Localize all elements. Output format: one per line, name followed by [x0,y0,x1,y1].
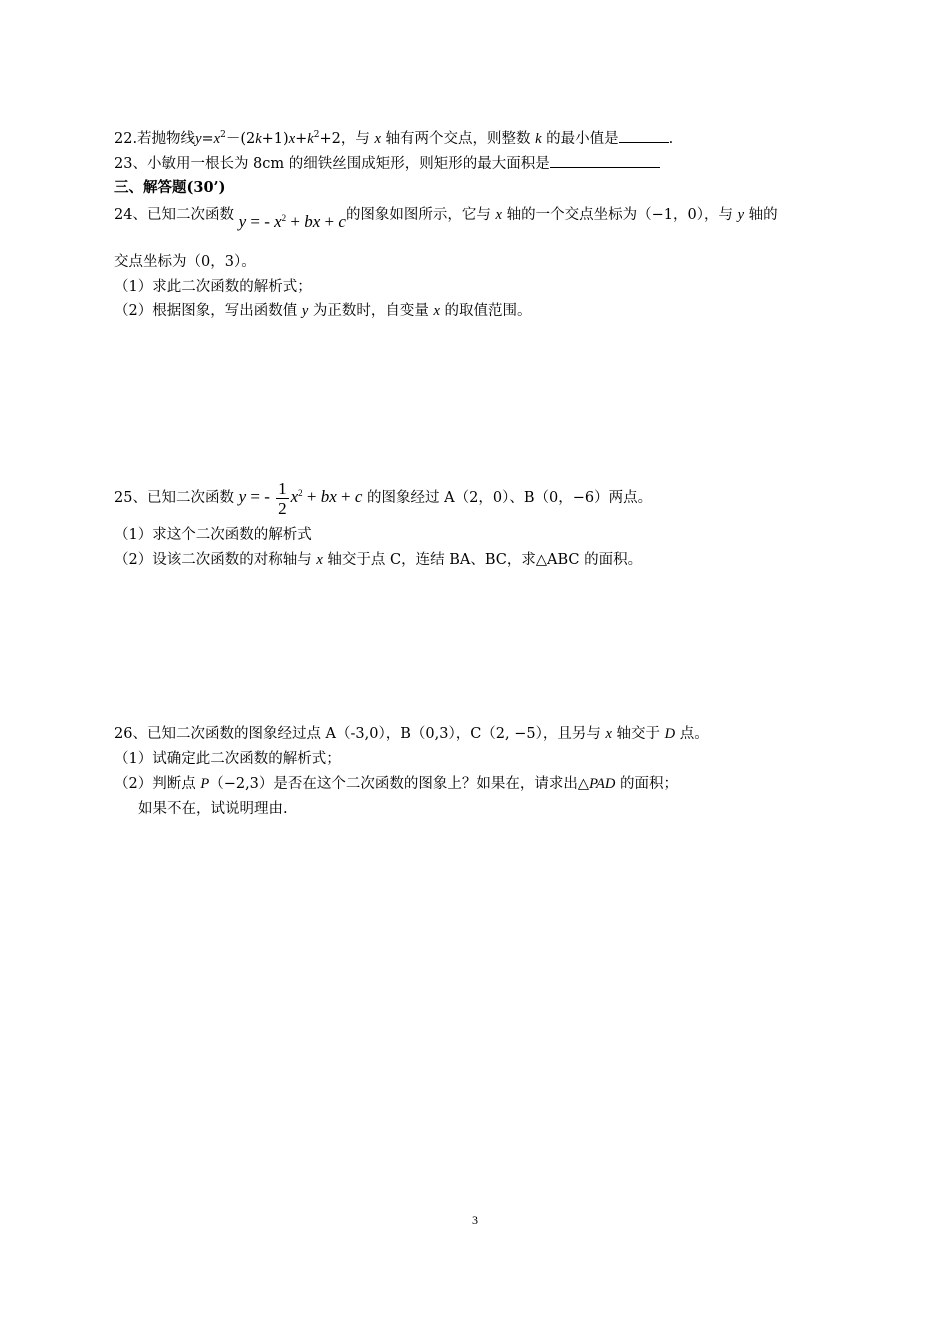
equation [238,478,363,518]
var-d: D [664,726,676,742]
var-x: x [374,131,381,147]
q24-text: （2）根据图象，写出函数值 [114,303,302,319]
q22-text: . [668,131,674,147]
q26-part1: （1）试确定此二次函数的解析式； [114,751,341,767]
exponent: 2 [298,488,303,498]
equation [239,212,346,231]
fraction [276,479,289,518]
exponent: 2 [313,130,320,140]
var-k: k [307,131,314,147]
q24-text: 为正数时，自变量 [308,303,434,319]
answer-blank[interactable] [550,153,660,168]
question-24 [114,204,778,231]
q25-part2 [114,550,642,570]
q24-part1: （1）求此二次函数的解析式； [114,279,312,295]
q24-text: 24、已知二次函数 [114,207,234,223]
var-k: k [255,131,262,147]
eq-part: + [286,212,305,231]
q26-part3: 如果不在，试说明理由. [138,801,288,817]
q22-expr-part: +1) [261,131,289,147]
q22-text: +2，与 [319,131,375,147]
q26-text: 26、已知二次函数的图象经过点 A（-3,0），B（0,3），C（2, −5），且另与 [114,726,606,742]
eq-part: + [320,212,339,231]
q22-text: 22.若抛物线 [114,131,196,147]
q22-expr-part: －(2 [225,131,256,147]
q24-part2 [114,301,532,321]
var-pad: PAD [589,776,616,792]
var-x: x [288,131,296,147]
var-x: x [290,487,299,506]
exponent: 2 [281,213,287,223]
q22-text: 轴有两个交点，则整数 [380,131,536,147]
var-x: x [316,552,323,568]
q25-text: 的图象经过 A（2，0）、B（0，−6）两点。 [362,490,653,506]
q22-expr-part: + [295,131,308,147]
fraction-denominator: 2 [278,498,287,518]
var-x: x [433,303,440,319]
q26-text: （2）判断点 [114,776,201,792]
eq-part: + [336,487,355,506]
q26-text: （−2,3）是否在这个二次函数的图象上？如果在，请求出△ [209,776,590,792]
q24-text: 的取值范围。 [439,303,532,319]
answer-blank[interactable] [619,128,669,143]
var-y: y [238,487,247,506]
section-title: 三、解答题(30’) [114,179,226,196]
var-c: c [354,487,363,506]
question-25 [114,473,652,522]
q22-text: 的最小值是 [541,131,619,147]
q25-text: 25、已知二次函数 [114,490,239,506]
var-y: y [301,303,309,319]
exponent: 2 [220,130,226,140]
var-y: y [238,212,247,231]
question-22 [114,128,673,149]
eq-part: = - [246,212,275,231]
q26-text: 点。 [675,726,709,742]
q25-text: 轴交于点 C，连结 BA、BC，求△ABC 的面积。 [322,552,643,568]
var-x: x [495,207,502,223]
q24-text: 轴的一个交点坐标为（−1，0），与 [501,207,738,223]
var-x: x [213,131,221,147]
var-bx: bx [304,212,321,231]
var-k: k [535,131,542,147]
q24-text: 轴的 [744,207,778,223]
eq-part: = - [246,487,275,506]
var-y: y [195,131,202,147]
q22-eq: = [201,131,214,147]
q26-text: 的面积； [615,776,678,792]
eq-part: + [302,487,321,506]
var-x: x [605,726,612,742]
var-p: P [200,776,210,792]
q25-text: （2）设该二次函数的对称轴与 [114,552,317,568]
q25-part1: （1）求这个二次函数的解析式 [114,527,312,543]
q24-line2: 交点坐标为（0，3）。 [114,254,256,270]
var-x: x [274,212,282,231]
q24-text: 的图象如图所示，它与 [345,207,496,223]
q26-text: 轴交于 [611,726,665,742]
var-c: c [338,212,346,231]
question-26 [114,724,709,744]
var-y: y [737,207,744,223]
fraction-numerator: 1 [278,478,287,498]
q23-text: 23、小敏用一根长为 8cm 的细铁丝围成矩形，则矩形的最大面积是 [114,156,550,172]
question-23 [114,153,660,174]
var-bx: bx [320,487,337,506]
page-number: 3 [472,1213,478,1227]
q26-part2 [114,774,678,794]
